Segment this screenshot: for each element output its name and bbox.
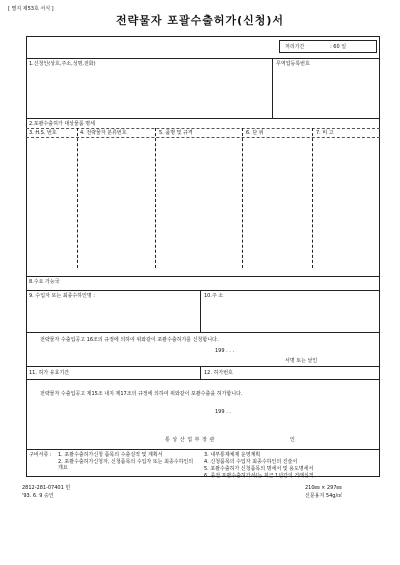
importer-field[interactable] bbox=[30, 302, 196, 328]
trade-reg-field[interactable] bbox=[276, 70, 376, 114]
form-reference: [ 별지 제53호 서식 ] bbox=[8, 6, 54, 12]
divider bbox=[26, 449, 380, 450]
trade-reg-label: 무역업등록번호 bbox=[276, 61, 310, 67]
signature-label: 서명 또는 날인 bbox=[285, 358, 318, 364]
column-divider bbox=[77, 128, 78, 268]
col-item-spec: 5. 품명 및 규격 bbox=[159, 130, 193, 136]
divider bbox=[26, 332, 380, 333]
importer-label: 9. 수입자 또는 최종수하인명 : bbox=[29, 293, 95, 299]
divider bbox=[26, 366, 380, 367]
attachment-item: 4. 신청품목의 수입자 최종수하인의 진술서 bbox=[204, 459, 298, 465]
footer-code: 2812-281-07401 민 bbox=[22, 485, 71, 491]
divider bbox=[200, 290, 201, 332]
divider bbox=[26, 137, 380, 138]
approval-date: 199 . . bbox=[215, 409, 231, 415]
approval-statement: 전략물자 수출입공고 제15조 내지 제17조의 규정에 의하여 위와같이 포괄수출을 허가합니다. bbox=[40, 391, 243, 397]
attachment-item: 6. 종전 포괄수출허가서(는 최근 1년간의 거래실적 bbox=[204, 473, 314, 479]
divider bbox=[26, 128, 380, 129]
attachments-label: 구비서류 : bbox=[29, 452, 52, 458]
official-seal: 인 bbox=[290, 437, 295, 443]
application-statement: 전략물자 수출입공고 16조의 규정에 의하여 위와같이 포괄수출허가를 신청합니다. bbox=[40, 337, 219, 343]
page-title: 전략물자 포괄수출허가(신청)서 bbox=[115, 14, 285, 27]
footer-paper-size: 210㎜ × 297㎜ bbox=[305, 485, 342, 491]
divider bbox=[26, 118, 380, 119]
items-section-label: 2.포괄수출허가 대상물품 명세 bbox=[29, 121, 95, 127]
col-hs-number: 3. H.S. 번호 bbox=[29, 130, 57, 136]
permit-number-label: 12. 허가번호 bbox=[204, 370, 233, 376]
importer-address-label: 10.주 소 bbox=[204, 293, 224, 299]
column-divider bbox=[242, 128, 243, 268]
attachment-item: 2. 포괄수출허가신청자, 신청품목의 수입자 또는 최종수하인의 개요 bbox=[58, 459, 194, 471]
destination-field[interactable] bbox=[80, 278, 376, 288]
divider bbox=[200, 366, 201, 379]
divider bbox=[26, 290, 380, 291]
col-unit: 6. 단 위 bbox=[246, 130, 264, 136]
column-divider bbox=[312, 128, 313, 268]
footer-approval-date: '93. 6. 9 승인 bbox=[22, 493, 54, 499]
divider bbox=[272, 58, 273, 118]
processing-period-value: : 60 일 bbox=[330, 44, 347, 50]
divider bbox=[26, 379, 380, 380]
processing-period-label: 처리기간 bbox=[285, 44, 305, 50]
attachment-item: 3. 내부통제체제 운영계획 bbox=[204, 452, 261, 458]
issuing-authority: 통 상 산 업 부 장 관 bbox=[165, 437, 215, 443]
attachment-item: 5. 포괄수출허가 신청품목의 명세서 및 용도명세서 bbox=[204, 466, 314, 472]
attachment-item: 1. 포괄수출허가신청 품목의 수출실적 및 계획서 bbox=[58, 452, 163, 458]
col-strategic-class: 4. 전략물자 분류번호 bbox=[80, 130, 127, 136]
application-date: 199 . . . bbox=[215, 348, 235, 354]
destination-label: 8.수요 가능국 bbox=[29, 279, 60, 285]
validity-label: 11. 허가 유효기간 bbox=[29, 370, 70, 376]
applicant-field[interactable] bbox=[30, 70, 268, 114]
col-remarks: 7. 비 고 bbox=[316, 130, 334, 136]
footer-paper-type: 신문용지 54g/㎡ bbox=[305, 493, 343, 499]
importer-address-field[interactable] bbox=[204, 302, 376, 328]
applicant-label: 1.신청인(상호,주소,성명,전화) bbox=[29, 61, 96, 67]
divider bbox=[26, 276, 380, 277]
divider bbox=[26, 58, 380, 59]
column-divider bbox=[155, 128, 156, 268]
